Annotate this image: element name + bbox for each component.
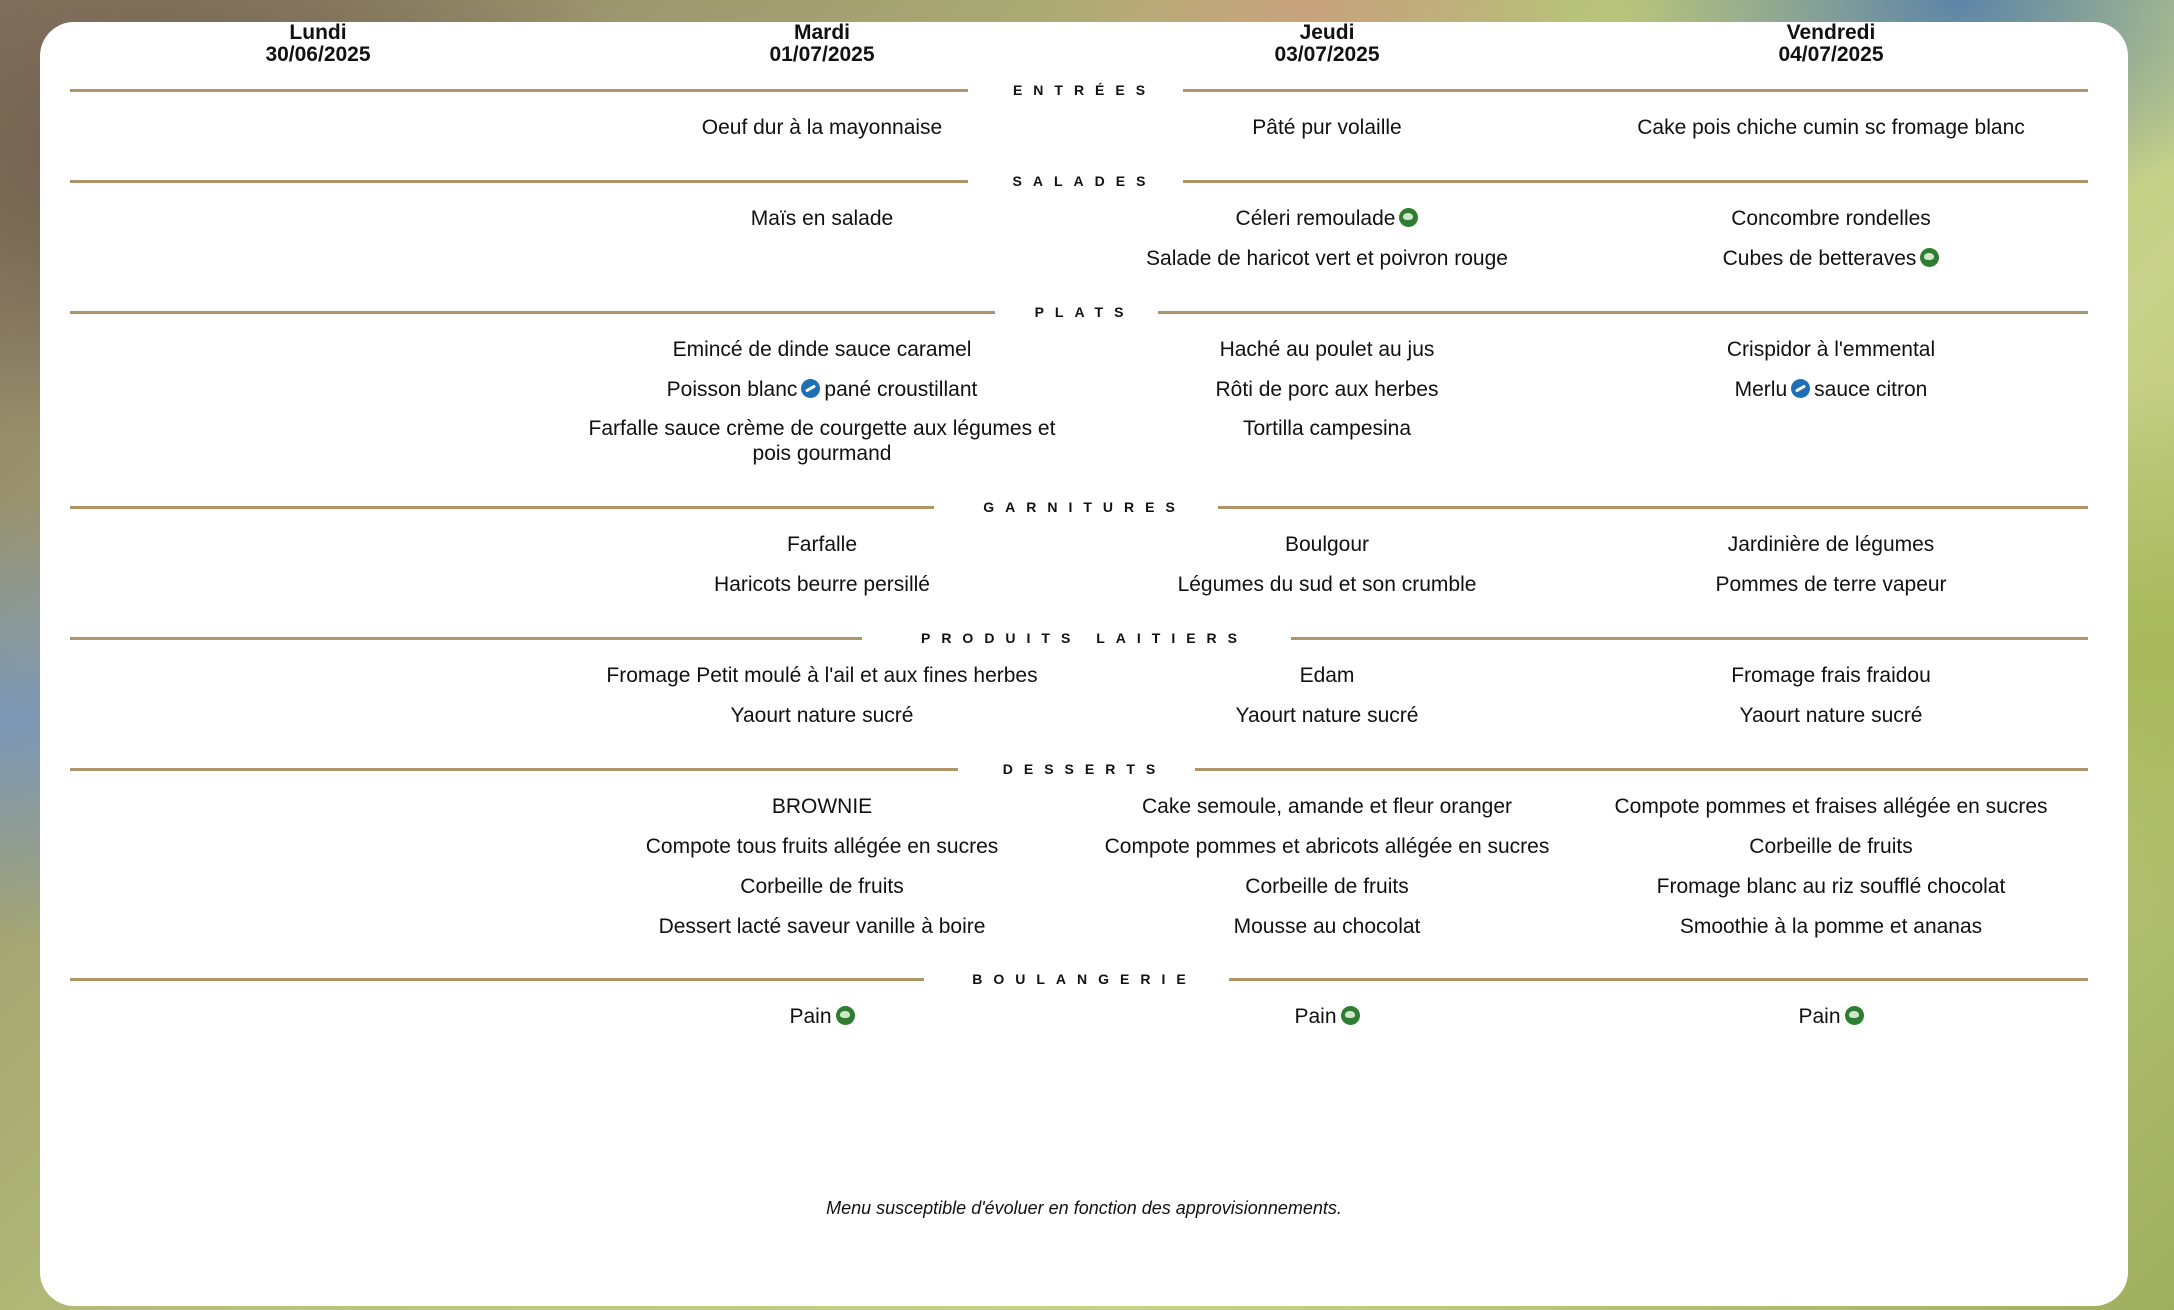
day-name: Lundi bbox=[289, 21, 347, 44]
section-title: ENTRÉES bbox=[999, 82, 1170, 98]
menu-item bbox=[1077, 206, 1577, 231]
menu-item bbox=[572, 377, 1072, 402]
footnote: Menu susceptible d'évoluer en fonction des approvisionnements. bbox=[826, 1198, 1342, 1218]
menu-item: Fromage frais fraidou bbox=[1731, 664, 1931, 687]
menu-item: Oeuf dur à la mayonnaise bbox=[701, 116, 943, 139]
menu-item: Fromage Petit moulé à l'ail et aux fines herbes bbox=[606, 664, 1038, 687]
menu-item: Corbeille de fruits bbox=[1749, 835, 1913, 858]
section-header-produits-laitiers bbox=[70, 628, 2088, 648]
leaf-bio-icon bbox=[1341, 1006, 1360, 1025]
menu-item: Smoothie à la pomme et ananas bbox=[1679, 915, 1983, 938]
section-title: BOULANGERIE bbox=[958, 971, 1210, 987]
menu-item: Fromage blanc au riz soufflé chocolat bbox=[1656, 875, 2006, 898]
fish-icon bbox=[801, 379, 820, 398]
menu-item-label: sauce citron bbox=[1814, 378, 1928, 401]
menu-item: Emincé de dinde sauce caramel bbox=[672, 338, 972, 361]
menu-item: Tortilla campesina bbox=[1242, 417, 1412, 440]
menu-item-label: Pain bbox=[1294, 1005, 1337, 1028]
menu-item-label: Pain bbox=[789, 1005, 832, 1028]
section-title: GARNITURES bbox=[969, 499, 1200, 515]
menu-item bbox=[572, 1004, 1072, 1029]
day-date: 30/06/2025 bbox=[265, 43, 371, 66]
menu-item: Salade de haricot vert et poivron rouge bbox=[1146, 247, 1508, 270]
menu-item: Pâté pur volaille bbox=[1252, 116, 1402, 139]
fish-icon bbox=[1791, 379, 1810, 398]
section-header-plats bbox=[70, 302, 2088, 322]
menu-card bbox=[40, 22, 2128, 1306]
section-title: DESSERTS bbox=[989, 761, 1180, 777]
day-header-vendredi bbox=[1581, 22, 2081, 66]
leaf-bio-icon bbox=[1399, 208, 1418, 227]
day-header-mardi bbox=[572, 22, 1072, 66]
day-header-jeudi bbox=[1077, 22, 1577, 66]
menu-item: Edam bbox=[1299, 664, 1355, 687]
menu-item: Haricots beurre persillé bbox=[714, 573, 930, 596]
leaf-bio-icon bbox=[836, 1006, 855, 1025]
menu-item-label: pané croustillant bbox=[824, 378, 978, 401]
menu-item: Boulgour bbox=[1284, 533, 1370, 556]
menu-item-label: Poisson blanc bbox=[666, 378, 798, 401]
leaf-bio-icon bbox=[1920, 248, 1939, 267]
menu-item bbox=[1581, 1004, 2081, 1029]
menu-item: Cake pois chiche cumin sc fromage blanc bbox=[1637, 116, 2025, 139]
section-title: PLATS bbox=[1021, 304, 1149, 320]
menu-item: Corbeille de fruits bbox=[1245, 875, 1409, 898]
menu-item: Yaourt nature sucré bbox=[730, 704, 914, 727]
section-title: PRODUITS LAITIERS bbox=[907, 630, 1262, 646]
menu-item: Mousse au chocolat bbox=[1233, 915, 1421, 938]
menu-item: Maïs en salade bbox=[750, 207, 894, 230]
menu-item: Dessert lacté saveur vanille à boire bbox=[658, 915, 986, 938]
day-date: 03/07/2025 bbox=[1274, 43, 1380, 66]
menu-item-label: Céleri remoulade bbox=[1235, 207, 1396, 230]
menu-item: Yaourt nature sucré bbox=[1739, 704, 1923, 727]
menu-item: Crispidor à l'emmental bbox=[1726, 338, 1936, 361]
menu-item bbox=[1581, 246, 2081, 271]
section-header-entrees bbox=[70, 80, 2088, 100]
menu-item: Légumes du sud et son crumble bbox=[1177, 573, 1477, 596]
menu-item: Cake semoule, amande et fleur oranger bbox=[1141, 795, 1513, 818]
menu-item: Rôti de porc aux herbes bbox=[1215, 378, 1439, 401]
menu-item: Compote pommes et fraises allégée en sucres bbox=[1614, 795, 2048, 818]
menu-item: Concombre rondelles bbox=[1731, 207, 1931, 230]
menu-item: Corbeille de fruits bbox=[740, 875, 904, 898]
leaf-bio-icon bbox=[1845, 1006, 1864, 1025]
section-title: SALADES bbox=[999, 173, 1171, 189]
section-header-garnitures bbox=[70, 497, 2088, 517]
menu-item: Pommes de terre vapeur bbox=[1715, 573, 1947, 596]
section-header-salades bbox=[70, 171, 2088, 191]
day-name: Mardi bbox=[793, 21, 850, 44]
day-date: 04/07/2025 bbox=[1778, 43, 1884, 66]
menu-item: BROWNIE bbox=[771, 795, 873, 818]
menu-item bbox=[1077, 1004, 1577, 1029]
day-header-lundi bbox=[68, 22, 568, 66]
menu-item: Jardinière de légumes bbox=[1727, 533, 1935, 556]
menu-item: Compote tous fruits allégée en sucres bbox=[645, 835, 999, 858]
day-name: Jeudi bbox=[1299, 21, 1355, 44]
menu-item bbox=[1581, 377, 2081, 402]
menu-item: Farfalle sauce crème de courgette aux légumes et pois gourmand bbox=[588, 417, 1056, 465]
menu-item: Yaourt nature sucré bbox=[1235, 704, 1419, 727]
menu-item: Farfalle bbox=[786, 533, 858, 556]
menu-item: Compote pommes et abricots allégée en sucres bbox=[1104, 835, 1550, 858]
section-header-desserts bbox=[70, 759, 2088, 779]
section-header-boulangerie bbox=[70, 969, 2088, 989]
menu-item-label: Cubes de betteraves bbox=[1722, 247, 1917, 270]
menu-item-label: Merlu bbox=[1734, 378, 1788, 401]
day-name: Vendredi bbox=[1786, 21, 1876, 44]
menu-item-label: Pain bbox=[1798, 1005, 1841, 1028]
menu-item: Haché au poulet au jus bbox=[1219, 338, 1435, 361]
day-date: 01/07/2025 bbox=[769, 43, 875, 66]
